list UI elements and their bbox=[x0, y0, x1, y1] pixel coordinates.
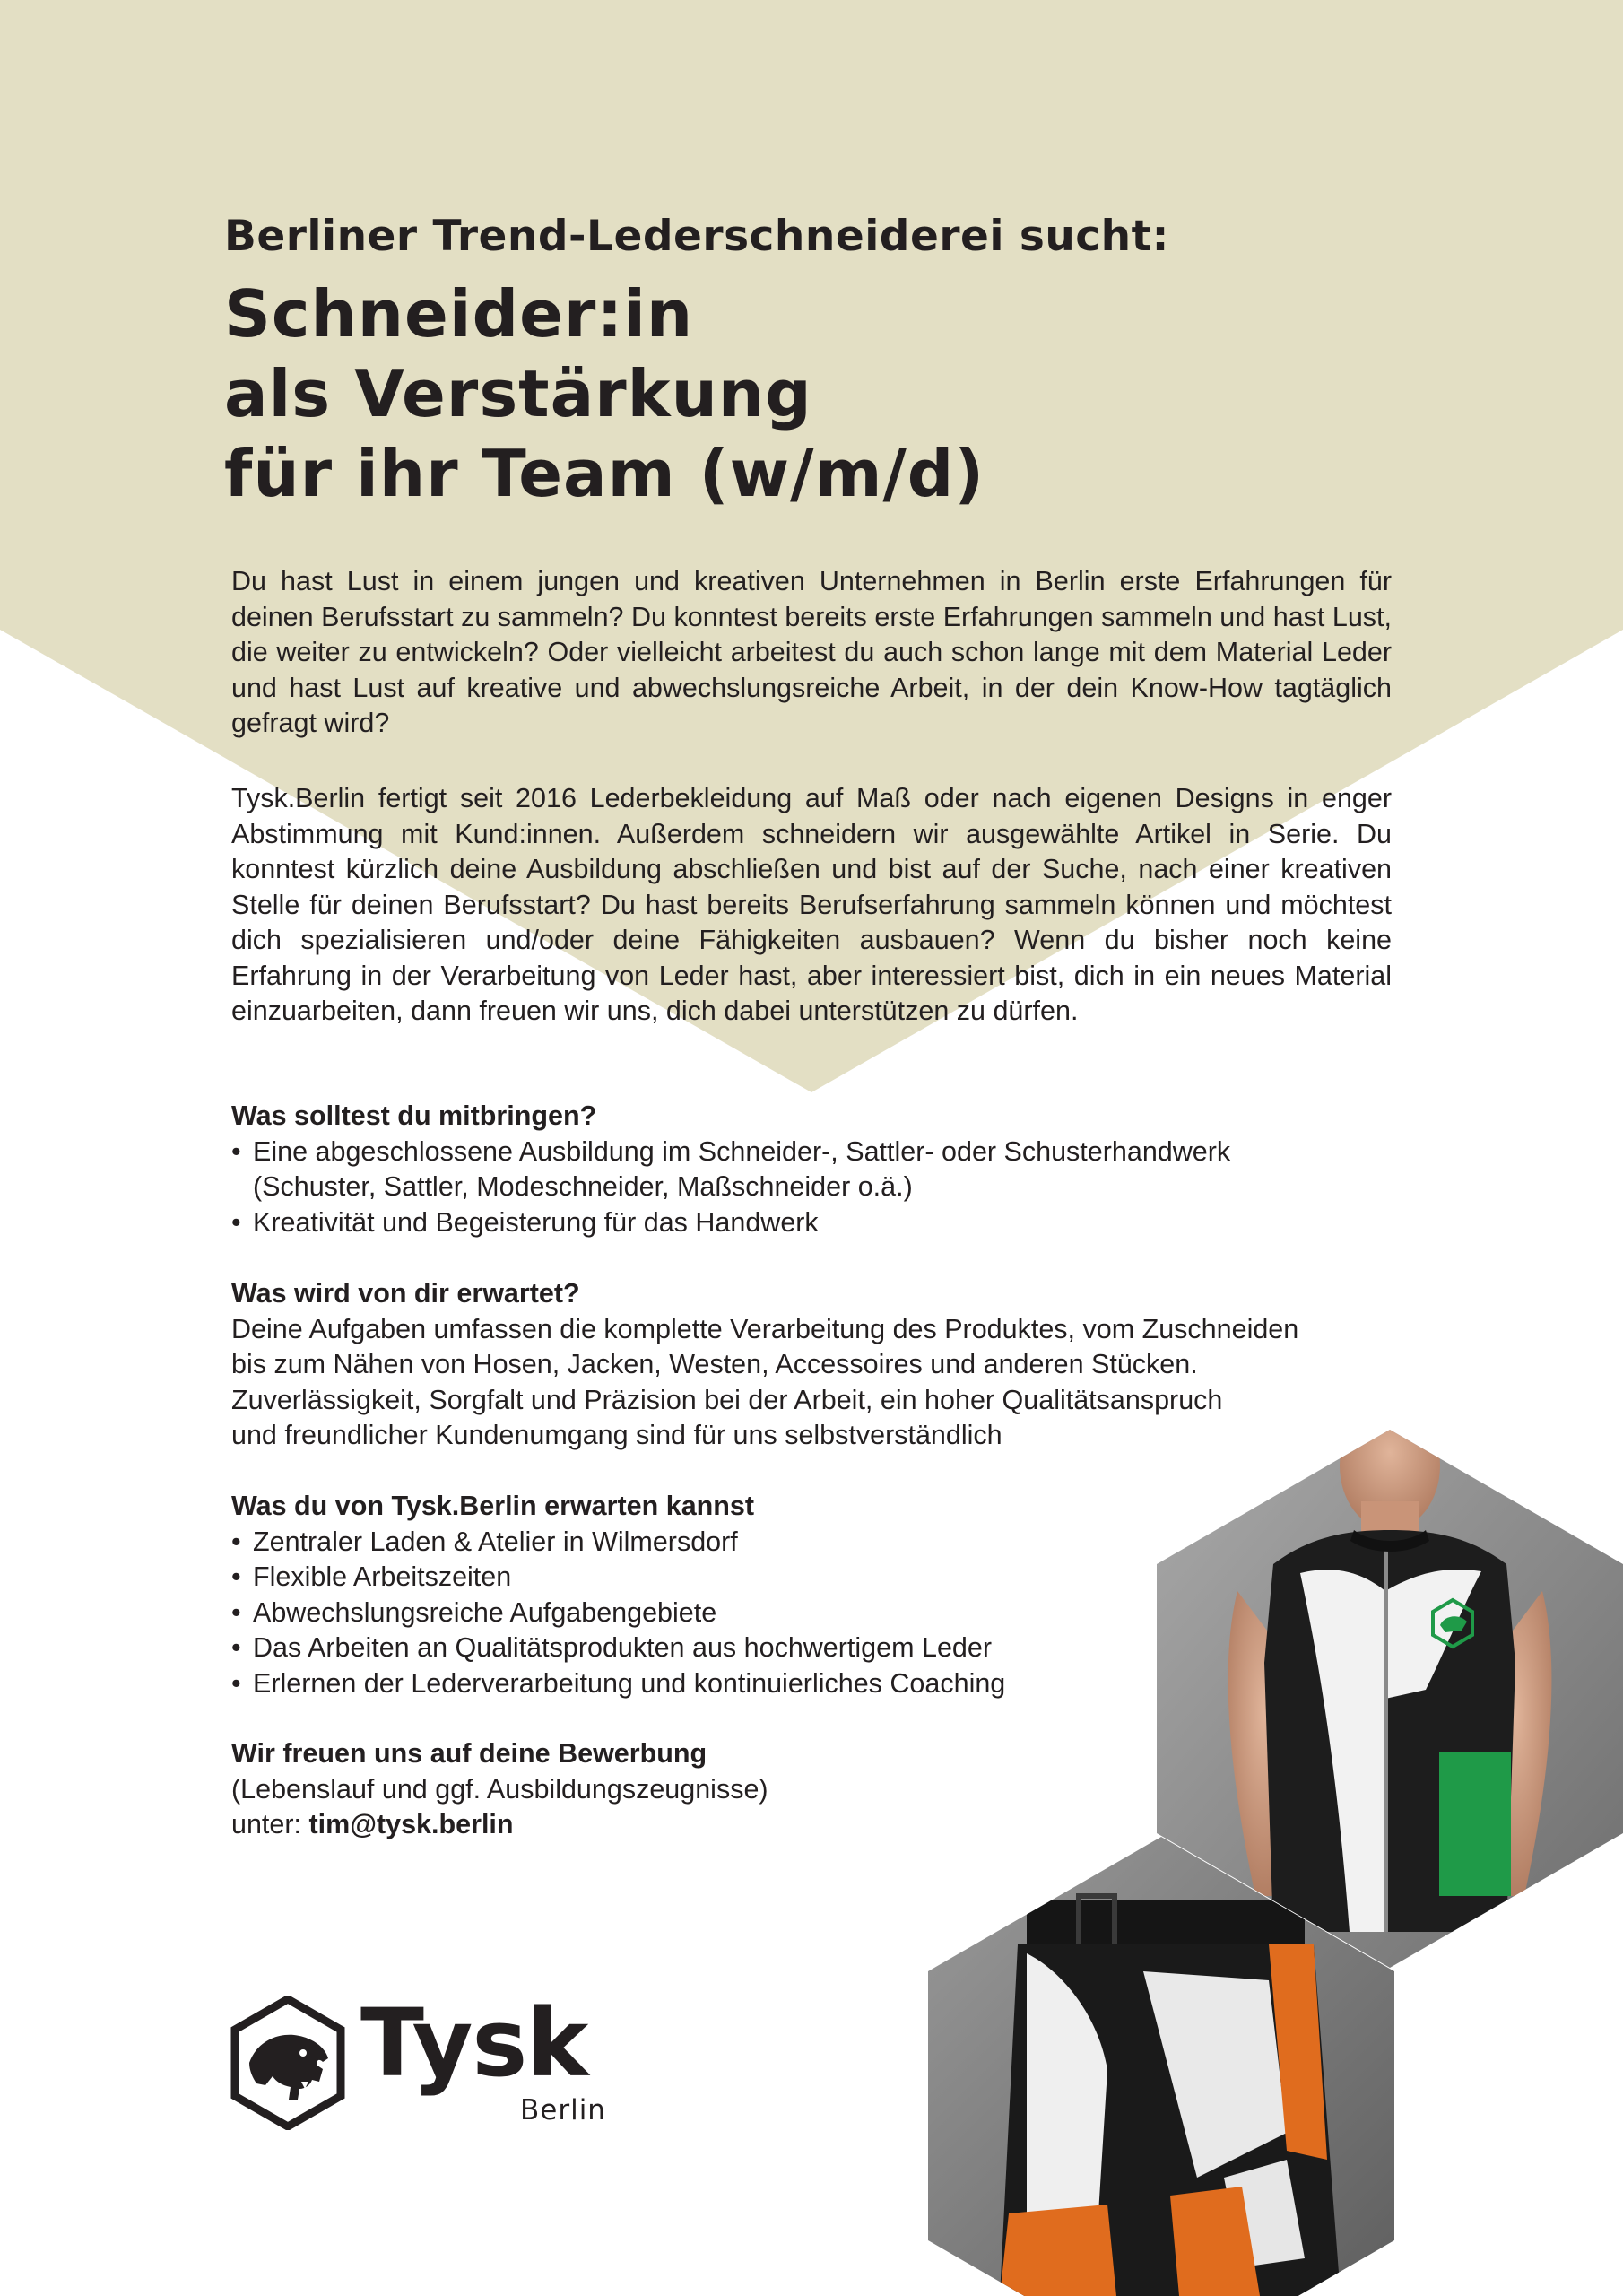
bullet-icon: • bbox=[231, 1632, 241, 1663]
text-line: Zuverlässigkeit, Sorgfalt und Präzision bei der Arbeit, ein hoher Qualitätsanspruch bbox=[231, 1384, 1223, 1415]
about-paragraph: Tysk.Berlin fertigt seit 2016 Lederbekleidung auf Maß oder nach eigenen Designs in enger Abstimmung mit Kund:innen. Außerdem schneidern wir ausgewählte Artikel in Serie. Du konntest kürzlich deine Ausbildung abschließen und bist auf der Suche, nach einer kreativen Stelle für deinen Berufsstart? Du hast bereits Berufserfahrung sammeln können und möchtest dich spezialisieren und/oder deine Fähigkeiten ausbauen? Wenn du bisher noch keine Erfahrung in der Verarbeitung von Leder hast, aber interessiert bist, dich in ein neues Material einzuarbeiten, dann freuen wir uns, dich dabei unterstützen zu dürfen. bbox=[231, 783, 1392, 1026]
benefits-list bbox=[231, 1525, 1392, 1702]
list-item bbox=[231, 1135, 1392, 1205]
logo-wordmark: Tysk bbox=[360, 1988, 588, 2098]
list-item-text: Kreativität und Begeisterung für das Handwerk bbox=[253, 1206, 819, 1238]
text-line: Deine Aufgaben umfassen die komplette Verarbeitung des Produktes, vom Zuschneiden bbox=[231, 1313, 1299, 1344]
list-item bbox=[231, 1631, 1392, 1666]
list-item-text: Das Arbeiten an Qualitätsprodukten aus hochwertigem Leder bbox=[253, 1632, 992, 1663]
benefits-section bbox=[231, 1489, 1392, 1701]
bullet-icon: • bbox=[231, 1135, 241, 1167]
logo-subtitle: Berlin bbox=[520, 2094, 606, 2126]
job-title-line: für ihr Team (w/m/d) bbox=[224, 436, 985, 511]
job-title bbox=[224, 274, 985, 514]
list-item bbox=[231, 1560, 1392, 1596]
section-heading: Was wird von dir erwartet? bbox=[231, 1278, 580, 1309]
bullet-icon: • bbox=[231, 1596, 241, 1628]
list-item bbox=[231, 1205, 1392, 1241]
contact-prefix: unter: bbox=[231, 1809, 301, 1839]
job-title-line: Schneider:in bbox=[224, 276, 694, 352]
panther-hexagon-icon bbox=[230, 1996, 346, 2130]
requirements-section bbox=[231, 1099, 1392, 1240]
bullet-icon: • bbox=[231, 1526, 241, 1557]
text-line: bis zum Nähen von Hosen, Jacken, Westen, Accessoires und anderen Stücken. bbox=[231, 1349, 1198, 1379]
kicker-heading: Berliner Trend-Lederschneiderei sucht: bbox=[224, 212, 1169, 261]
contact-line bbox=[231, 1807, 1392, 1843]
documents-line: (Lebenslauf und ggf. Ausbildungszeugnisse) bbox=[231, 1773, 768, 1805]
list-item-text: Erlernen der Lederverarbeitung und kontinuierliches Coaching bbox=[253, 1667, 1006, 1699]
email-link[interactable]: tim@tysk.berlin bbox=[308, 1809, 514, 1839]
list-item bbox=[231, 1525, 1392, 1561]
bullet-icon: • bbox=[231, 1206, 241, 1238]
section-heading: Was solltest du mitbringen? bbox=[231, 1100, 597, 1131]
list-item-text: Flexible Arbeitszeiten bbox=[253, 1561, 512, 1592]
intro-paragraph: Du hast Lust in einem jungen und kreativen Unternehmen in Berlin erste Erfahrungen für deinen Berufsstart zu sammeln? Du konntest bereits erste Erfahrungen sammeln und hast Lust, die weiter zu entwickeln? Oder vielleicht arbeitest du auch schon lange mit dem Material Leder und hast Lust auf kreative und abwechslungsreiche Arbeit, in der dein Know-How tagtäglich gefragt wird? bbox=[231, 566, 1392, 738]
expectations-section bbox=[231, 1276, 1392, 1454]
section-heading: Was du von Tysk.Berlin erwarten kannst bbox=[231, 1491, 755, 1521]
list-item-continuation: (Schuster, Sattler, Modeschneider, Maßschneider o.ä.) bbox=[253, 1171, 913, 1202]
bullet-icon: • bbox=[231, 1561, 241, 1592]
job-title-line: als Verstärkung bbox=[224, 356, 812, 431]
list-item-text: Zentraler Laden & Atelier in Wilmersdorf bbox=[253, 1526, 738, 1557]
list-item-text: Abwechslungsreiche Aufgabengebiete bbox=[253, 1596, 717, 1628]
text-line: und freundlicher Kundenumgang sind für uns selbstverständlich bbox=[231, 1420, 1002, 1450]
requirements-list bbox=[231, 1135, 1392, 1241]
bullet-icon: • bbox=[231, 1667, 241, 1699]
section-heading: Wir freuen uns auf deine Bewerbung bbox=[231, 1738, 707, 1769]
tysk-logo bbox=[230, 1988, 651, 2137]
application-section bbox=[231, 1736, 1392, 1843]
list-item bbox=[231, 1596, 1392, 1631]
list-item-text: Eine abgeschlossene Ausbildung im Schneider-, Sattler- oder Schusterhandwerk bbox=[253, 1135, 1231, 1167]
leather-shorts-photo bbox=[928, 1837, 1394, 2296]
list-item bbox=[231, 1666, 1392, 1702]
